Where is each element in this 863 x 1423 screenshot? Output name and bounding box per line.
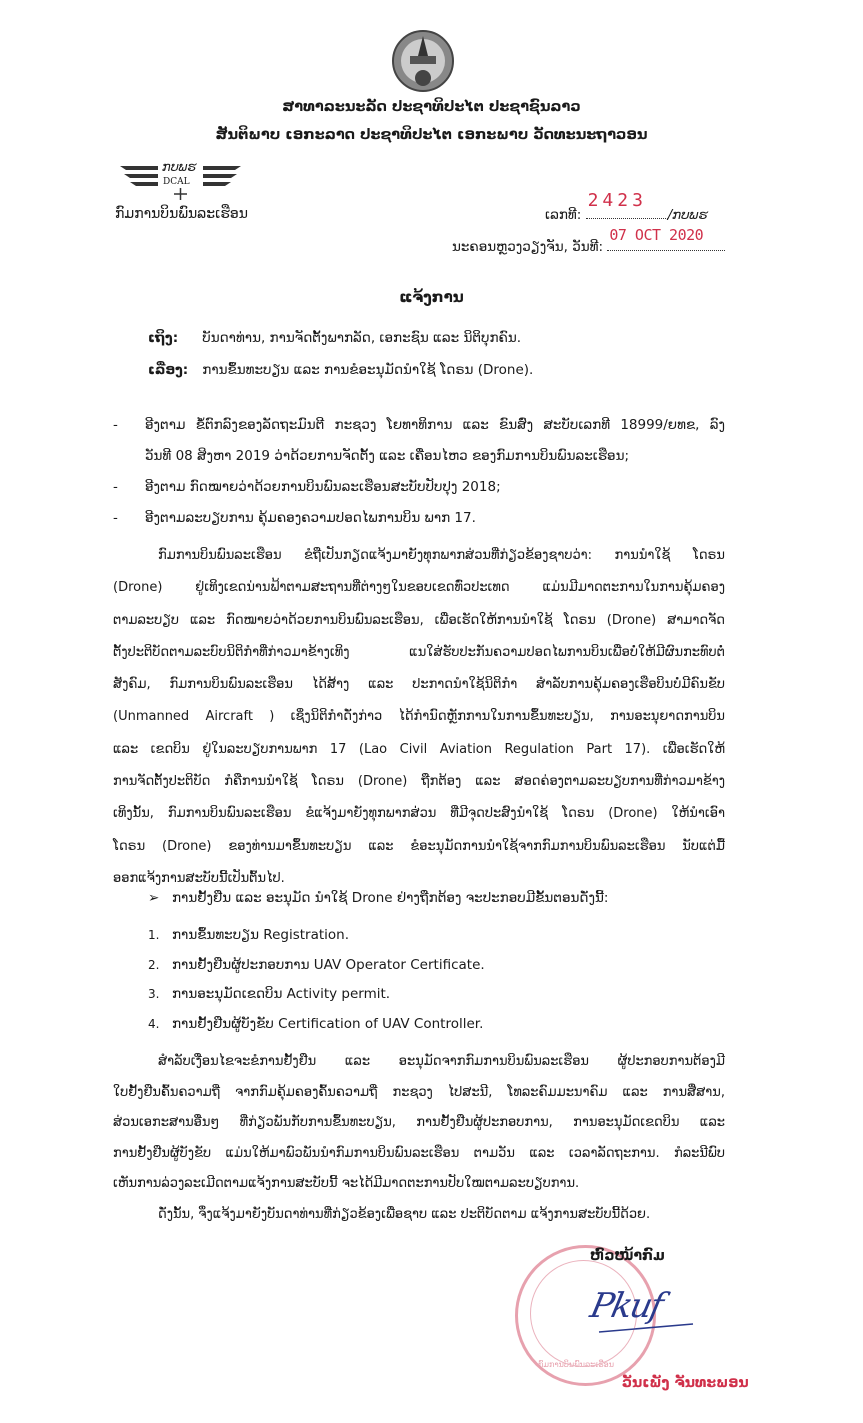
step-item <box>148 921 485 951</box>
step-number: 3. <box>148 987 160 1001</box>
body-line: ການຈັດຕັ້ງປະຕິບັດ ກໍຄືການນຳໃຊ້ ໂດຣນ (Drone) ຖືກຕ້ອງ ແລະ ສອດຄ່ອງຕາມລະບຽບການທີ່ກ່າວມາຂ້າງ <box>113 774 725 790</box>
reference-text: ວັນທີ 08 ສິງຫາ 2019 ວ່າດ້ວຍການຈັດຕັ້ງ ແລະ ເຄື່ອນໄຫວ ຂອງກົມການບິນພົນລະເຮືອນ; <box>145 448 630 464</box>
dcal-logo-text: ກບພຮ <box>162 160 197 175</box>
dash-bullet: - <box>113 417 118 433</box>
addressee-text: ບັນດາທ່ານ, ການຈັດຕັ້ງພາກລັດ, ເອກະຊົນ ແລະ ນິຕິບຸກຄົນ. <box>202 330 522 346</box>
national-motto: ສັນຕິພາບ ເອກະລາດ ປະຊາທິປະໄຕ ເອກະພາບ ວັດທະນະຖາວອນ <box>215 127 648 143</box>
stamp-text: ກົມການບິນພົນລະເຮືອນ <box>538 1360 615 1369</box>
steps-intro-text: ການຢັ້ງຢືນ ແລະ ອະນຸມັດ ນຳໃຊ້ Drone ຢ່າງຖືກຕ້ອງ ຈະປະກອບມີຂັ້ນຕອນດັ່ງນີ້: <box>172 890 609 906</box>
reference-text: ອີງຕາມ ກົດໝາຍວ່າດ້ວຍການບິນພົນລະເຮືອນສະບັບປັບປຸງ 2018; <box>145 479 501 495</box>
signature-text: Pkuf <box>586 1286 666 1326</box>
number-value: 2423 <box>587 190 647 211</box>
body-line: ອອກແຈ້ງການສະບັບນີ້ເປັນຕົ້ນໄປ. <box>113 870 285 886</box>
body-line: ສັງຄົມ, ກົມການບິນພົນລະເຮືອນ ໄດ້ສ້າງ ແລະ ປະກາດນຳໃຊ້ນິຕິກຳ ສຳລັບການຄຸ້ມຄອງເຮືອບິນບໍ່ມີຄົນຂັບ <box>113 677 725 693</box>
reference-item <box>113 503 725 534</box>
place-date <box>452 226 725 255</box>
reference-item <box>113 410 725 472</box>
subject-label: ເລື່ອງ: <box>148 362 189 378</box>
step-text: ການອະນຸມັດເຂດບິນ Activity permit. <box>172 986 391 1002</box>
references-list <box>113 410 725 534</box>
body-line: ເຫັນການລ່ວງລະເມີດຕາມແຈ້ງການສະບັບນີ້ ຈະໄດ້ມີມາດຕະການປັບໃໝຕາມລະບຽບການ. <box>113 1176 580 1191</box>
body-line: (Drone) ຢູ່ເທິງເຂດນ່ານຟ້າຕາມສະຖານທີ່ຕ່າງໆໃນຂອບເຂດທົ່ວປະເທດ ແມ່ນມີມາດຕະການໃນການຄຸ້ມຄອງ <box>113 580 725 596</box>
document-title: ແຈ້ງການ <box>399 288 464 306</box>
reference-text: ອີງຕາມ ຂໍ້ຕົກລົງຂອງລັດຖະມົນຕີ ກະຊວງ ໂຍທາທິການ ແລະ ຂົນສົ່ງ ສະບັບເລກທີ 18999/ຍທຂ, ລົງ <box>145 417 725 433</box>
body-paragraph-1 <box>113 540 725 895</box>
body-line: ໃບຢັ້ງຢືນຄົ້ນຄວາມຖີ່ ຈາກກົມຄຸ້ມຄອງຄົ້ນຄວາມຖີ່ ກະຊວງ ໄປສະນີ, ໂທລະຄົມມະນາຄົມ ແລະ ການສື່ສານ, <box>113 1084 725 1100</box>
reference-item <box>113 472 725 503</box>
national-emblem <box>388 28 458 94</box>
step-text: ການຂຶ້ນທະບຽນ Registration. <box>172 927 349 943</box>
number-suffix: /ກບພຮ <box>667 207 708 223</box>
step-number: 1. <box>148 928 160 942</box>
body-line: ສຳລັບເງື່ອນໄຂຈະຂໍການຢັ້ງຢືນ ແລະ ອະນຸມັດຈາກກົມການບິນພົນລະເຮືອນ ຜູ້ປະກອບການຕ້ອງມີ <box>158 1054 725 1069</box>
step-text: ການຢັ້ງຢືນຜູ້ບັງຂັບ Certification of UAV Controller. <box>172 1015 484 1032</box>
body-line: ຕາມລະບຽບ ແລະ ກົດໝາຍວ່າດ້ວຍການບິນພົນລະເຮືອນ, ເພື່ອເຮັດໃຫ້ການນຳໃຊ້ ໂດຣນ (Drone) ສາມາດຈັດ <box>113 612 725 628</box>
dcal-logo <box>118 160 243 202</box>
subject-text: ການຂຶ້ນທະບຽນ ແລະ ການຂໍອະນຸມັດນຳໃຊ້ ໂດຣນ (Drone). <box>202 362 534 378</box>
subject <box>148 362 533 378</box>
step-text: ການຢັ້ງຢືນຜູ້ປະກອບການ UAV Operator Certificate. <box>172 956 485 973</box>
document-number <box>545 190 708 223</box>
body-line: ກົມການບິນພົນລະເຮືອນ ຂໍຖືເປັນກຽດແຈ້ງມາຍັງທຸກພາກສ່ວນທີ່ກ່ຽວຂ້ອງຊາບວ່າ: ການນຳໃຊ້ ໂດຣນ <box>158 548 725 563</box>
body-paragraph-2 <box>113 1047 725 1230</box>
dcal-logo-subtext: DCAL <box>163 177 190 187</box>
body-line: ເທິງນັ້ນ, ກົມການບິນພົນລະເຮືອນ ຂໍແຈ້ງມາຍັງທຸກພາກສ່ວນ ທີ່ມີຈຸດປະສົງນຳໃຊ້ ໂດຣນ (Drone) ໃຫ້ນຳເອົາ <box>113 806 725 822</box>
country-name: ສາທາລະນະລັດ ປະຊາທິປະໄຕ ປະຊາຊົນລາວ <box>282 99 581 115</box>
body-line: (Unmanned Aircraft ) ເຊິ່ງນິຕິກຳດັ່ງກ່າວ ໄດ້ກຳນົດຫຼັກການໃນການຂຶ້ນທະບຽນ, ການອະນຸຍາດການບິນ <box>113 709 725 725</box>
signer-name: ວັນເພັງ ຈັນທະພອນ <box>622 1375 749 1391</box>
dash-bullet: - <box>113 510 118 526</box>
steps-intro <box>148 890 608 906</box>
body-line: ແລະ ເຂດບິນ ຢູ່ໃນລະບຽບການພາກ 17 (Lao Civil Aviation Regulation Part 17). ເພື່ອເຮັດໃຫ້ <box>113 741 725 757</box>
body-line: ຕັ້ງປະຕິບັດຕາມລະບົບນິຕິກຳທີ່ກ່າວມາຂ້າງເທິງ ແນໃສ່ຮັບປະກັນຄວາມປອດໄພການບິນເພື່ອບໍ່ໃຫ້ມີຜົນກະທົບຕໍ່ <box>113 644 725 660</box>
body-line: ໂດຣນ (Drone) ຂອງທ່ານມາຂຶ້ນທະບຽນ ແລະ ຂໍອະນຸມັດການນຳໃຊ້ຈາກກົມການບິນພົນລະເຮືອນ ນັບແຕ່ມື້ <box>113 838 725 854</box>
arrow-bullet-icon: ➢ <box>148 890 160 906</box>
step-item <box>148 980 485 1010</box>
body-line: ການຢັ້ງຢືນຜູ້ບັງຂັບ ແມ່ນໃຫ້ມາພົວພັນນຳກົມການບິນພົນລະເຮືອນ ຕາມວັນ ແລະ ເວລາລັດຖະການ. ກໍລະນີພົບ <box>113 1145 725 1161</box>
step-number: 2. <box>148 957 160 972</box>
body-line: ສ່ວນເອກະສານອື່ນໆ ທີ່ກ່ຽວພັນກັບການຂຶ້ນທະບຽນ, ການຢັ້ງຢືນຜູ້ປະກອບການ, ການອະນຸມັດເຂດບິນ ແລະ <box>113 1115 725 1130</box>
steps-list <box>148 921 485 1039</box>
step-number: 4. <box>148 1016 160 1031</box>
step-item <box>148 951 485 981</box>
addressee <box>148 330 521 346</box>
department-name: ກົມການບິນພົນລະເຮືອນ <box>115 206 249 222</box>
dash-bullet: - <box>113 479 118 495</box>
place-date-label: ນະຄອນຫຼວງວຽງຈັນ, ວັນທີ: <box>452 239 604 255</box>
addressee-label: ເຖິງ: <box>148 330 179 346</box>
handwritten-signature <box>585 1282 700 1344</box>
date-stamp: 07 OCT 2020 <box>609 226 704 244</box>
reference-text: ອີງຕາມລະບຽບການ ຄຸ້ມຄອງຄວາມປອດໄພການບິນ ພາກ 17. <box>145 510 476 526</box>
step-item <box>148 1010 485 1040</box>
signer-title: ຫົວໜ້າກົມ <box>590 1248 665 1264</box>
number-label: ເລກທີ: <box>545 207 582 223</box>
closing-line: ດັ່ງນັ້ນ, ຈຶ່ງແຈ້ງມາຍັງບັນດາທ່ານທີ່ກ່ຽວຂ້ອງເພື່ອຊາບ ແລະ ປະຕິບັດຕາມ ແຈ້ງການສະບັບນີ້ດ້ວຍ. <box>158 1206 651 1222</box>
